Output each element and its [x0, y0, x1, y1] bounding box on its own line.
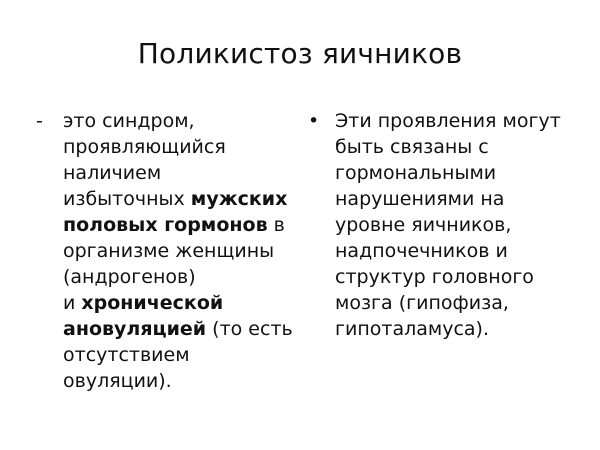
left-column [36, 108, 293, 394]
left-text-line [63, 108, 286, 134]
left-text-line [63, 368, 286, 394]
right-text-line: быть связаны с [335, 136, 489, 158]
left-text-line [63, 212, 286, 238]
left-text-line [63, 160, 286, 186]
slide-title: Поликистоз яичников [137, 37, 463, 70]
left-paragraph [36, 108, 293, 394]
right-text-line: структур головного [335, 266, 534, 288]
right-text-line: Эти проявления могут [335, 110, 561, 132]
right-lines [308, 108, 578, 342]
right-bullet-item [308, 108, 578, 342]
text-run: организме женщины [63, 240, 275, 262]
bold-text-run: ановуляцией [63, 318, 207, 340]
bold-text-run: половых гормонов [63, 214, 268, 236]
bold-text-run: мужских [190, 188, 288, 210]
bullet-dot-icon: • [308, 110, 320, 132]
text-run: и [63, 292, 82, 314]
bold-text-run: хронической [81, 292, 224, 314]
text-run: наличием [63, 162, 162, 184]
text-run: овуляции). [63, 370, 172, 392]
right-text-line: надпочечников и [335, 240, 508, 262]
text-run: (то есть [206, 318, 293, 340]
left-text-line [63, 238, 286, 264]
text-run: в [267, 214, 285, 236]
right-column [308, 108, 578, 342]
right-text-line: мозга (гипофиза, [335, 292, 509, 314]
left-text-line [63, 290, 286, 316]
dash-marker: - [36, 110, 43, 132]
right-text-line: гипоталамуса). [335, 318, 489, 340]
left-text-line [63, 342, 286, 368]
left-lines [36, 108, 293, 394]
left-text-line [63, 186, 286, 212]
right-text-line: уровне яичников, [335, 214, 512, 236]
right-text-line: гормональными [335, 162, 497, 184]
left-text-line [63, 134, 286, 160]
text-run: (андрогенов) [63, 266, 196, 288]
text-run: избыточных [63, 188, 191, 210]
left-text-line [63, 264, 286, 290]
text-run: проявляющийся [63, 136, 226, 158]
left-text-line [63, 316, 293, 342]
text-run: отсутствием [63, 344, 190, 366]
text-run: это синдром, [63, 110, 195, 132]
right-text-line: нарушениями на [335, 188, 505, 210]
